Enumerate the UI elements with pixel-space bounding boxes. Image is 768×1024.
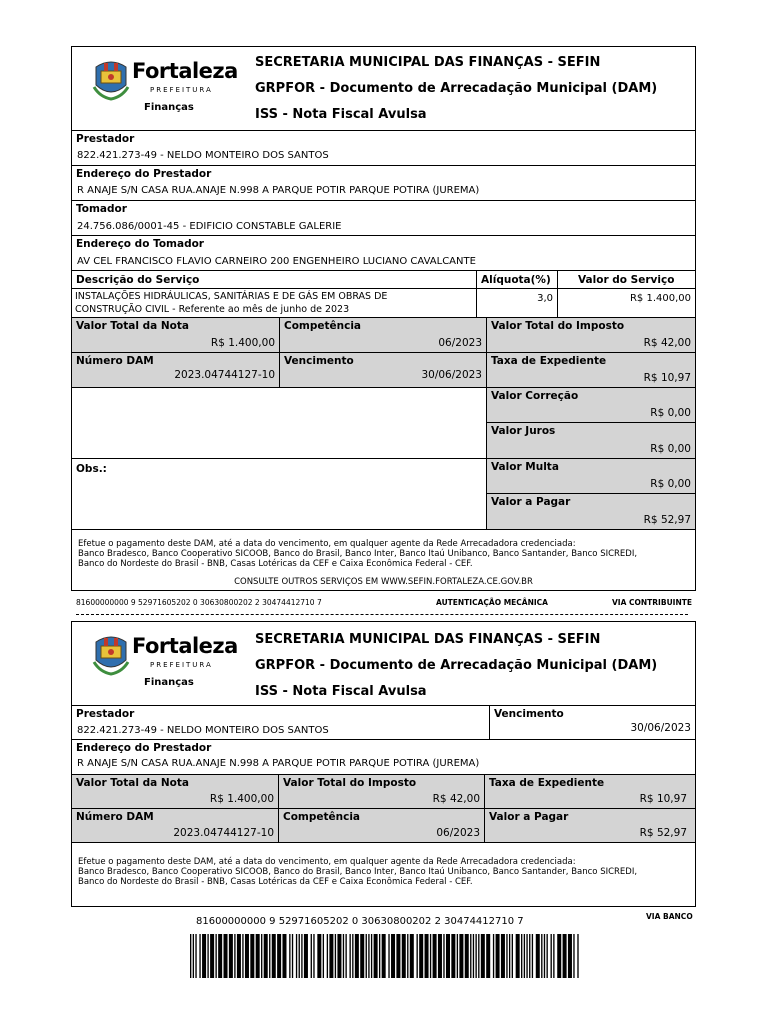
total-imposto-value: R$ 42,00 bbox=[432, 793, 480, 805]
barcode-bar bbox=[501, 934, 505, 978]
servico-valor-value: R$ 1.400,00 bbox=[629, 293, 691, 304]
servico-desc-line1: INSTALAÇÕES HIDRÁULICAS, SANITÁRIAS E DE GÁS EM OBRAS DE bbox=[75, 291, 388, 302]
servico-valor-box bbox=[557, 270, 696, 318]
correcao-value: R$ 0,00 bbox=[650, 407, 691, 419]
barcode-bar bbox=[299, 934, 300, 978]
barcode-bar bbox=[509, 934, 510, 978]
vencimento-label: Vencimento bbox=[284, 355, 354, 367]
barcode-bar bbox=[443, 934, 444, 978]
prestador-value: 822.421.273-49 - NELDO MONTEIRO DOS SANTOS bbox=[77, 150, 329, 161]
competencia-label: Competência bbox=[283, 811, 361, 823]
barcode-bar bbox=[425, 934, 429, 978]
barcode-bar bbox=[391, 934, 395, 978]
barcode-bar bbox=[202, 934, 206, 978]
barcode-bar bbox=[496, 934, 500, 978]
barcode-bar bbox=[215, 934, 216, 978]
prestador-box-bottom bbox=[71, 705, 490, 740]
barcode-bar bbox=[529, 934, 530, 978]
total-nota-value: R$ 1.400,00 bbox=[210, 337, 275, 349]
barcode-bar bbox=[577, 934, 578, 978]
competencia-value: 06/2023 bbox=[438, 337, 482, 349]
endereco-prestador-label: Endereço do Prestador bbox=[76, 742, 212, 754]
barcode-bar bbox=[465, 934, 469, 978]
competencia-value: 06/2023 bbox=[436, 827, 480, 839]
barcode-bar bbox=[551, 934, 552, 978]
taxa-box-bottom bbox=[484, 774, 696, 809]
via-banco-label: VIA BANCO bbox=[646, 912, 693, 921]
numero-dam-label: Número DAM bbox=[76, 811, 154, 823]
taxa-value: R$ 10,97 bbox=[639, 793, 687, 805]
barcode-bar bbox=[416, 934, 417, 978]
juros-value: R$ 0,00 bbox=[650, 443, 691, 455]
barcode-bar bbox=[568, 934, 572, 978]
barcode-bar bbox=[402, 934, 406, 978]
tomador-value: 24.756.086/0001-45 - EDIFICIO CONSTABLE GALERIE bbox=[77, 221, 342, 232]
header-line3: ISS - Nota Fiscal Avulsa bbox=[255, 684, 427, 699]
barcode-bar bbox=[282, 934, 286, 978]
barcode-bar bbox=[245, 934, 249, 978]
barcode-bar bbox=[546, 934, 547, 978]
barcode-bar bbox=[337, 934, 341, 978]
barcode-bar bbox=[277, 934, 281, 978]
barcode-bar bbox=[250, 934, 254, 978]
juros-label: Valor Juros bbox=[491, 425, 556, 437]
fortaleza-logo-bottom bbox=[92, 628, 238, 693]
barcode-bar bbox=[345, 934, 346, 978]
barcode-bar bbox=[481, 934, 485, 978]
via-contribuinte-label: VIA CONTRIBUINTE bbox=[612, 598, 692, 607]
barcode-bar bbox=[289, 934, 290, 978]
barcode-bar bbox=[371, 934, 372, 978]
endereco-prestador-label: Endereço do Prestador bbox=[76, 168, 212, 180]
barcode-bar bbox=[493, 934, 494, 978]
barcode-bar bbox=[526, 934, 527, 978]
total-imposto-label: Valor Total do Imposto bbox=[491, 320, 625, 332]
barcode-bar bbox=[486, 934, 490, 978]
pagar-box bbox=[486, 493, 696, 530]
barcode-bar bbox=[317, 934, 321, 978]
coat-of-arms-icon bbox=[92, 57, 130, 101]
vencimento-label: Vencimento bbox=[494, 708, 564, 720]
barcode-bar bbox=[475, 934, 476, 978]
barcode-bar bbox=[368, 934, 369, 978]
endereco-tomador-label: Endereço do Tomador bbox=[76, 238, 204, 250]
coat-of-arms-icon bbox=[92, 632, 130, 676]
linha-digitavel-top: 81600000000 9 52971605202 0 30630800202 2 30474412710 7 bbox=[76, 598, 322, 607]
linha-digitavel-bottom: 81600000000 9 52971605202 0 30630800202 2 30474412710 7 bbox=[196, 916, 524, 927]
barcode-bar bbox=[374, 934, 378, 978]
barcode-bar bbox=[193, 934, 194, 978]
total-imposto-box-bottom bbox=[278, 774, 485, 809]
barcode-bar bbox=[379, 934, 380, 978]
barcode-bar bbox=[237, 934, 241, 978]
instrucoes-line1: Efetue o pagamento deste DAM, até a data do vencimento, em qualquer agente da Rede Arrecadadora credenciada: bbox=[78, 857, 576, 867]
juros-box bbox=[486, 422, 696, 459]
endereco-prestador-value: R ANAJE S/N CASA RUA.ANAJE N.998 A PARQUE POTIR PARQUE POTIRA (JUREMA) bbox=[77, 185, 480, 196]
logo-fin: Finanças bbox=[144, 102, 194, 113]
header-line3: ISS - Nota Fiscal Avulsa bbox=[255, 107, 427, 122]
barcode-bar bbox=[512, 934, 513, 978]
competencia-box bbox=[279, 317, 487, 353]
total-nota-box-bottom bbox=[71, 774, 279, 809]
total-nota-label: Valor Total da Nota bbox=[76, 777, 189, 789]
prestador-value: 822.421.273-49 - NELDO MONTEIRO DOS SANTOS bbox=[77, 725, 329, 736]
barcode-bar bbox=[313, 934, 314, 978]
servico-desc-label: Descrição do Serviço bbox=[76, 274, 200, 286]
instrucoes-box-bottom bbox=[71, 842, 696, 907]
vencimento-box bbox=[279, 352, 487, 388]
barcode-bar bbox=[242, 934, 243, 978]
header-line1: SECRETARIA MUNICIPAL DAS FINANÇAS - SEFIN bbox=[255, 632, 601, 647]
blank-box bbox=[71, 387, 487, 459]
barcode-bar bbox=[433, 934, 437, 978]
barcode-bar bbox=[234, 934, 235, 978]
numero-dam-label: Número DAM bbox=[76, 355, 154, 367]
pagar-value: R$ 52,97 bbox=[639, 827, 687, 839]
barcode-bar bbox=[541, 934, 542, 978]
multa-label: Valor Multa bbox=[491, 461, 559, 473]
barcode-bar bbox=[311, 934, 312, 978]
barcode-bar bbox=[355, 934, 359, 978]
total-imposto-value: R$ 42,00 bbox=[643, 337, 691, 349]
endereco-tomador-box bbox=[71, 235, 696, 271]
servico-desc-box bbox=[71, 270, 477, 318]
barcode-bar bbox=[521, 934, 522, 978]
endereco-tomador-value: AV CEL FRANCISCO FLAVIO CARNEIRO 200 ENGENHEIRO LUCIANO CAVALCANTE bbox=[77, 256, 476, 267]
vencimento-value: 30/06/2023 bbox=[421, 369, 482, 381]
numero-dam-value: 2023.04744127-10 bbox=[173, 827, 274, 839]
consulte-line: CONSULTE OUTROS SERVIÇOS EM WWW.SEFIN.FORTALEZA.CE.GOV.BR bbox=[234, 577, 533, 587]
barcode-bar bbox=[430, 934, 431, 978]
barcode-bar bbox=[557, 934, 561, 978]
instrucoes-line3: Banco do Nordeste do Brasil - BNB, Casas Lotéricas da CEF e Caixa Econômica Federal - CEF. bbox=[78, 877, 473, 887]
header-line2: GRPFOR - Documento de Arrecadação Municipal (DAM) bbox=[255, 81, 658, 96]
fortaleza-logo bbox=[92, 53, 238, 118]
logo-sub: PREFEITURA bbox=[150, 86, 213, 94]
numero-dam-box bbox=[71, 352, 280, 388]
total-imposto-label: Valor Total do Imposto bbox=[283, 777, 417, 789]
barcode-bar bbox=[199, 934, 200, 978]
multa-box bbox=[486, 458, 696, 494]
autenticacao-label: AUTENTICAÇÃO MECÂNICA bbox=[436, 598, 548, 607]
taxa-label: Taxa de Expediente bbox=[489, 777, 605, 789]
barcode-bar bbox=[544, 934, 545, 978]
endereco-prestador-box-bottom bbox=[71, 739, 696, 775]
barcode-bar bbox=[304, 934, 308, 978]
barcode-bar bbox=[536, 934, 540, 978]
competencia-label: Competência bbox=[284, 320, 362, 332]
barcode-bar bbox=[459, 934, 463, 978]
barcode-bar bbox=[388, 934, 389, 978]
taxa-value: R$ 10,97 bbox=[643, 372, 691, 384]
barcode-bar bbox=[451, 934, 455, 978]
total-nota-value: R$ 1.400,00 bbox=[209, 793, 274, 805]
numero-dam-value: 2023.04744127-10 bbox=[174, 369, 275, 381]
barcode-bar bbox=[352, 934, 353, 978]
barcode-bar bbox=[446, 934, 450, 978]
header-line1: SECRETARIA MUNICIPAL DAS FINANÇAS - SEFIN bbox=[255, 55, 601, 70]
barcode-bar bbox=[327, 934, 328, 978]
barcode-bar bbox=[335, 934, 336, 978]
barcode-bar bbox=[419, 934, 423, 978]
instrucoes-line2: Banco Bradesco, Banco Cooperativo SICOOB, Banco do Brasil, Banco Inter, Banco Itaú Unibanco, Banco Santander, Banco SICREDI, bbox=[78, 549, 638, 559]
servico-desc-line2: CONSTRUÇÃO CIVIL - Referente ao mês de junho de 2023 bbox=[75, 304, 350, 315]
barcode-bar bbox=[256, 934, 260, 978]
barcode-bar bbox=[532, 934, 533, 978]
instrucoes-line1: Efetue o pagamento deste DAM, até a data do vencimento, em qualquer agente da Rede Arrecadadora credenciada: bbox=[78, 539, 576, 549]
header-box-top bbox=[71, 46, 696, 131]
barcode-bar bbox=[516, 934, 520, 978]
barcode-bar bbox=[329, 934, 333, 978]
barcode-bar bbox=[264, 934, 268, 978]
multa-value: R$ 0,00 bbox=[650, 478, 691, 490]
barcode-bar bbox=[506, 934, 507, 978]
barcode-bar bbox=[478, 934, 479, 978]
tomador-box bbox=[71, 200, 696, 236]
pagar-value: R$ 52,97 bbox=[643, 514, 691, 526]
servico-aliquota-box bbox=[476, 270, 558, 318]
barcode-bar bbox=[470, 934, 471, 978]
barcode-bar bbox=[190, 934, 191, 978]
barcode-bar bbox=[207, 934, 208, 978]
barcode-bar bbox=[210, 934, 214, 978]
cut-line bbox=[76, 614, 688, 615]
barcode-bar bbox=[553, 934, 554, 978]
prestador-label: Prestador bbox=[76, 708, 135, 720]
prestador-box bbox=[71, 130, 696, 166]
barcode-bar bbox=[301, 934, 302, 978]
barcode-bar bbox=[457, 934, 458, 978]
barcode-bar bbox=[573, 934, 574, 978]
pagar-box-bottom bbox=[484, 808, 696, 843]
barcode-bar bbox=[407, 934, 408, 978]
instrucoes-line3: Banco do Nordeste do Brasil - BNB, Casas Lotéricas da CEF e Caixa Econômica Federal - CEF. bbox=[78, 559, 473, 569]
barcode-bar bbox=[382, 934, 386, 978]
servico-valor-label: Valor do Serviço bbox=[578, 274, 675, 286]
barcode bbox=[190, 934, 580, 978]
barcode-bar bbox=[473, 934, 474, 978]
barcode-bar bbox=[563, 934, 567, 978]
instrucoes-line2: Banco Bradesco, Banco Cooperativo SICOOB, Banco do Brasil, Banco Inter, Banco Itaú Unibanco, Banco Santander, Banco SICREDI, bbox=[78, 867, 638, 877]
total-nota-label: Valor Total da Nota bbox=[76, 320, 189, 332]
barcode-bar bbox=[224, 934, 228, 978]
endereco-prestador-box bbox=[71, 165, 696, 201]
header-line2: GRPFOR - Documento de Arrecadação Municipal (DAM) bbox=[255, 658, 658, 673]
barcode-bar bbox=[524, 934, 525, 978]
obs-label: Obs.: bbox=[76, 463, 107, 475]
barcode-bar bbox=[261, 934, 262, 978]
barcode-bar bbox=[396, 934, 400, 978]
barcode-bar bbox=[343, 934, 344, 978]
competencia-box-bottom bbox=[278, 808, 485, 843]
barcode-bar bbox=[410, 934, 414, 978]
pagar-label: Valor a Pagar bbox=[491, 496, 571, 508]
correcao-label: Valor Correção bbox=[491, 390, 579, 402]
barcode-bar bbox=[292, 934, 293, 978]
total-imposto-box bbox=[486, 317, 696, 353]
endereco-prestador-value: R ANAJE S/N CASA RUA.ANAJE N.998 A PARQUE POTIR PARQUE POTIRA (JUREMA) bbox=[77, 758, 480, 769]
logo-fin: Finanças bbox=[144, 677, 194, 688]
logo-sub: PREFEITURA bbox=[150, 661, 213, 669]
barcode-bar bbox=[360, 934, 364, 978]
servico-aliquota-value: 3,0 bbox=[537, 293, 553, 304]
barcode-bar bbox=[438, 934, 442, 978]
vencimento-box-bottom bbox=[489, 705, 696, 740]
numero-dam-box-bottom bbox=[71, 808, 279, 843]
vencimento-value: 30/06/2023 bbox=[630, 722, 691, 734]
total-nota-box bbox=[71, 317, 280, 353]
barcode-bar bbox=[349, 934, 350, 978]
barcode-bar bbox=[296, 934, 297, 978]
tomador-label: Tomador bbox=[76, 203, 127, 215]
pagar-label: Valor a Pagar bbox=[489, 811, 569, 823]
prestador-label: Prestador bbox=[76, 133, 135, 145]
taxa-label: Taxa de Expediente bbox=[491, 355, 607, 367]
obs-box bbox=[71, 458, 487, 530]
logo-word: Fortaleza bbox=[132, 634, 238, 658]
correcao-box bbox=[486, 387, 696, 423]
servico-aliquota-label: Alíquota(%) bbox=[481, 274, 551, 286]
barcode-bar bbox=[229, 934, 233, 978]
barcode-bar bbox=[195, 934, 196, 978]
barcode-bar bbox=[272, 934, 276, 978]
instrucoes-box bbox=[71, 529, 696, 591]
logo-word: Fortaleza bbox=[132, 59, 238, 83]
barcode-bar bbox=[218, 934, 222, 978]
barcode-bar bbox=[269, 934, 270, 978]
header-box-bottom bbox=[71, 621, 696, 706]
barcode-bar bbox=[323, 934, 324, 978]
barcode-bar bbox=[366, 934, 367, 978]
taxa-box bbox=[486, 352, 696, 388]
